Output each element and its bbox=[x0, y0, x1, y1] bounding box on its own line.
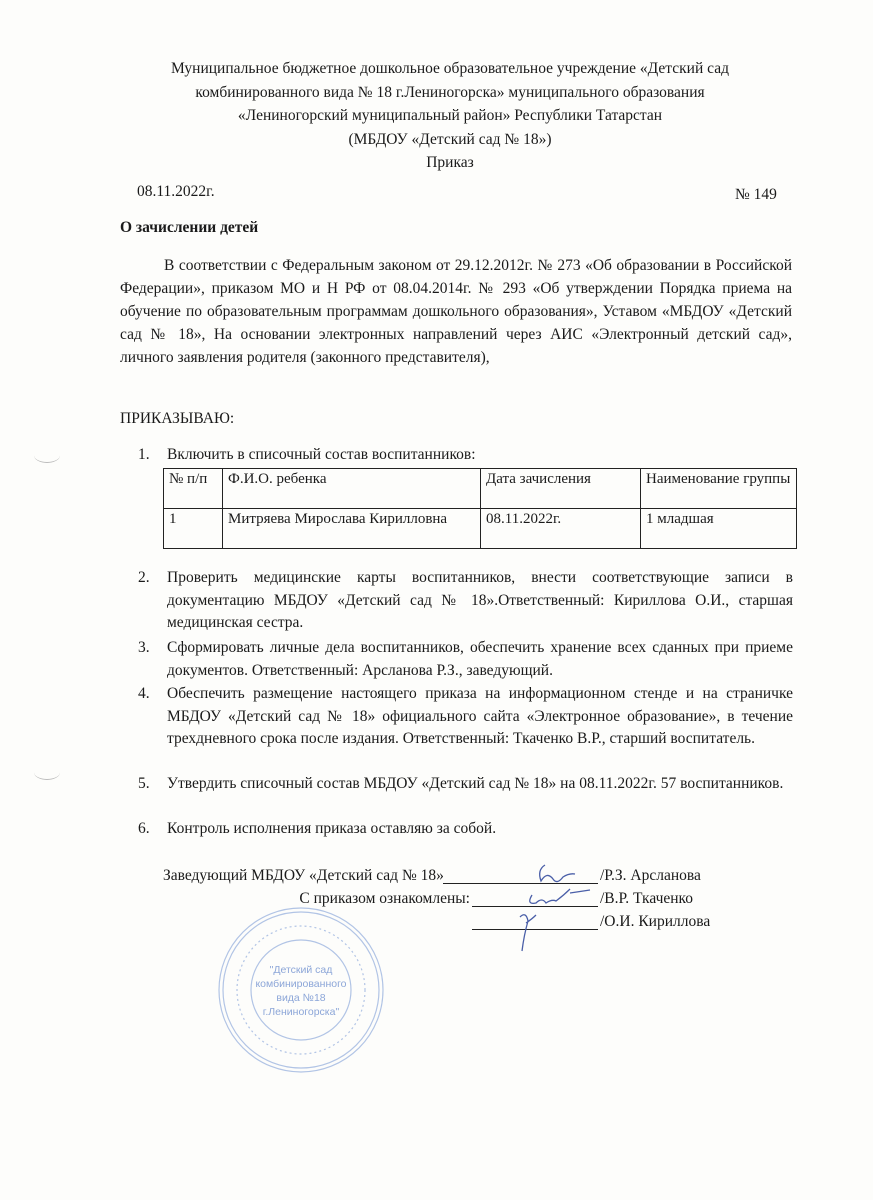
cell-date: 08.11.2022г. bbox=[481, 509, 641, 549]
scan-edge-mark bbox=[34, 448, 60, 463]
svg-text:г.Лениногорска": г.Лениногорска" bbox=[262, 1006, 340, 1018]
order-date: 08.11.2022г. bbox=[137, 183, 215, 200]
item-number: 3. bbox=[138, 639, 150, 656]
item-number: 4. bbox=[138, 685, 150, 702]
item-text: Сформировать личные дела воспитанников, обеспечить хранение всех сданных при приеме документов. Ответственный: Арсланова Р.З., заведующий. bbox=[167, 639, 793, 679]
header-cell: Ф.И.О. ребенка bbox=[223, 469, 481, 509]
header-cell: Наименование группы bbox=[641, 469, 797, 509]
handwritten-signatures bbox=[440, 855, 610, 955]
svg-text:"Детский сад: "Детский сад bbox=[269, 964, 333, 976]
item-number: 6. bbox=[138, 820, 150, 837]
head-signature-label: Заведующий МБДОУ «Детский сад № 18» bbox=[163, 867, 444, 884]
ack-label: С приказом ознакомлены: bbox=[299, 890, 470, 907]
item-number: 1. bbox=[138, 446, 150, 463]
table-row bbox=[164, 509, 797, 549]
item-text: Обеспечить размещение настоящего приказа на информационном стенде и на страничке МБДОУ «Детский сад № 18» официального сайта «Электронное образование», в течение трехдневного срока после издания. Ответственный: Ткаченко В.Р., старший воспитатель. bbox=[167, 685, 793, 747]
header-cell: Дата зачисления bbox=[481, 469, 641, 509]
document-header bbox=[100, 57, 800, 175]
item-text: Контроль исполнения приказа оставляю за собой. bbox=[167, 820, 497, 837]
list-item bbox=[138, 444, 793, 467]
item-text: Включить в списочный состав воспитанников: bbox=[167, 446, 476, 463]
svg-text:вида №18: вида №18 bbox=[276, 992, 326, 1004]
document-type: Приказ bbox=[426, 154, 474, 171]
header-line: Муниципальное бюджетное дошкольное образовательное учреждение «Детский сад bbox=[171, 60, 729, 77]
list-item bbox=[138, 683, 793, 751]
svg-text:комбинированного: комбинированного bbox=[255, 978, 347, 990]
list-item bbox=[138, 637, 793, 682]
list-item bbox=[138, 773, 793, 796]
header-cell: № п/п bbox=[164, 469, 223, 509]
ack-name-1: /В.Р. Ткаченко bbox=[600, 890, 694, 907]
cell-num: 1 bbox=[164, 509, 223, 549]
item-text: Проверить медицинские карты воспитанников, внести соответствующие записи в документацию МБДОУ «Детский сад № 18».Ответственный: Кириллова О.И., старшая медицинская сестра. bbox=[167, 569, 793, 631]
item-text: Утвердить списочный состав МБДОУ «Детский сад № 18» на 08.11.2022г. 57 воспитанников. bbox=[167, 775, 784, 792]
order-subject: О зачислении детей bbox=[120, 219, 259, 236]
head-signature-name: /Р.З. Арсланова bbox=[600, 867, 701, 884]
cell-group: 1 младшая bbox=[641, 509, 797, 549]
cell-name: Митряева Мирослава Кирилловна bbox=[223, 509, 481, 549]
list-item bbox=[138, 818, 793, 841]
official-stamp bbox=[216, 905, 386, 1075]
table-header-row bbox=[164, 469, 797, 509]
header-line: (МБДОУ «Детский сад № 18») bbox=[348, 130, 552, 148]
item-number: 5. bbox=[138, 775, 150, 792]
item-number: 2. bbox=[138, 569, 150, 586]
header-line: «Лениногорский муниципальный район» Республики Татарстан bbox=[237, 107, 663, 124]
scan-edge-mark bbox=[34, 765, 60, 780]
preamble: В соответствии с Федеральным законом от 29.12.2012г. № 273 «Об образовании в Российской Федерации», приказом МО и Н РФ от 08.04.2014г. № 293 «Об утверждении Порядка приема на обучение по образовательным программам дошкольного образования», Уставом «МБДОУ «Детский сад № 18», На основании электронных направлений через АИС «Электронный детский сад», личного заявления родителя (законного представителя), bbox=[120, 257, 792, 366]
ack-name-2: /О.И. Кириллова bbox=[600, 913, 711, 930]
children-table bbox=[163, 468, 797, 549]
list-item bbox=[138, 567, 793, 635]
header-line: комбинированного вида № 18 г.Лениногорска» муниципального образования bbox=[195, 83, 705, 101]
order-number: № 149 bbox=[735, 186, 777, 203]
order-word: ПРИКАЗЫВАЮ: bbox=[120, 410, 235, 427]
